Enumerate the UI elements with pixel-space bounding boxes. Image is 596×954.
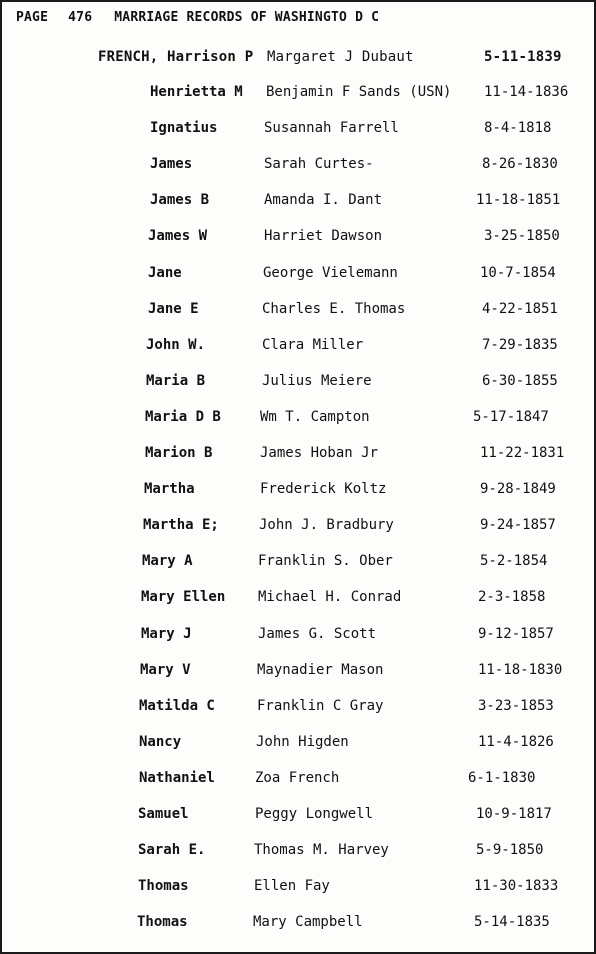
spouse-name: John Higden [256, 733, 349, 750]
record-row [2, 770, 594, 790]
spouse-name: Ellen Fay [254, 878, 330, 895]
spouse-name: Peggy Longwell [255, 806, 374, 822]
marriage-date: 4-22-1851 [482, 300, 558, 317]
record-row [2, 228, 594, 248]
given-name: Jane [148, 264, 182, 281]
given-name: Marion B [145, 445, 213, 461]
given-name: Sarah E. [138, 842, 206, 859]
spouse-name: Zoa French [255, 769, 340, 786]
given-name: Jane E [148, 300, 199, 317]
spouse-name: Susannah Farrell [264, 120, 399, 137]
marriage-date: 11-14-1836 [484, 84, 569, 100]
record-row [2, 734, 594, 754]
given-name: John W. [146, 336, 206, 353]
record-row [2, 409, 594, 429]
spouse-name: James Hoban Jr [260, 445, 379, 461]
given-name: Samuel [138, 806, 189, 822]
record-row [2, 337, 594, 357]
record-row [2, 698, 594, 718]
given-name: Maria D B [145, 408, 221, 425]
spouse-name: Amanda I. Dant [264, 192, 383, 209]
given-name: Nancy [139, 733, 182, 750]
surname-date: 5-11-1839 [484, 49, 562, 65]
spouse-name: Harriet Dawson [264, 228, 383, 245]
marriage-date: 11-18-1851 [476, 192, 561, 209]
spouse-name: Wm T. Campton [260, 408, 370, 425]
spouse-name: Frederick Koltz [260, 481, 387, 498]
given-name: James B [150, 192, 210, 209]
record-row [2, 842, 594, 862]
record-row [2, 626, 594, 646]
spouse-name: Franklin C Gray [257, 697, 384, 714]
marriage-date: 7-29-1835 [482, 336, 558, 353]
spouse-name: Charles E. Thomas [262, 300, 406, 317]
record-row [2, 806, 594, 826]
given-name: Maria B [146, 372, 206, 389]
record-row [2, 589, 594, 609]
page-header [16, 10, 379, 25]
spouse-name: George Vielemann [263, 264, 398, 281]
page-title: MARRIAGE RECORDS OF WASHINGTO D C [114, 10, 380, 25]
record-row [2, 301, 594, 321]
record-row [2, 662, 594, 682]
given-name: Thomas [137, 914, 188, 931]
spouse-name: Franklin S. Ober [258, 553, 393, 570]
spouse-name: Mary Campbell [253, 914, 363, 931]
record-row [2, 265, 594, 285]
marriage-date: 11-30-1833 [474, 878, 559, 895]
record-row [2, 445, 594, 465]
given-name: Mary V [140, 661, 191, 678]
given-name: Martha [144, 481, 195, 498]
surname-label: FRENCH, Harrison P [98, 49, 254, 65]
spouse-name: Benjamin F Sands (USN) [266, 84, 452, 100]
marriage-date: 10-9-1817 [476, 806, 552, 822]
marriage-date: 11-4-1826 [478, 733, 554, 750]
marriage-date: 11-22-1831 [480, 445, 565, 461]
surname-spouse: Margaret J Dubaut [267, 49, 414, 65]
record-row [2, 481, 594, 501]
record-row [2, 192, 594, 212]
given-name: Mary J [141, 625, 192, 642]
marriage-date: 8-26-1830 [482, 156, 558, 173]
marriage-date: 5-9-1850 [476, 842, 544, 859]
given-name: Thomas [138, 878, 189, 895]
page-number: 476 [68, 10, 93, 25]
given-name: James W [148, 228, 208, 245]
record-row [2, 120, 594, 140]
page-label: PAGE [16, 10, 49, 25]
spouse-name: John J. Bradbury [259, 517, 394, 534]
marriage-date: 3-25-1850 [484, 228, 560, 245]
record-row [2, 84, 594, 104]
marriage-date: 10-7-1854 [480, 264, 556, 281]
marriage-date: 5-2-1854 [480, 553, 548, 570]
given-name: Matilda C [139, 697, 215, 714]
given-name: Nathaniel [139, 769, 215, 786]
record-row [2, 517, 594, 537]
record-row [2, 373, 594, 393]
marriage-date: 6-1-1830 [468, 769, 536, 786]
given-name: James [150, 156, 193, 173]
spouse-name: Julius Meiere [262, 372, 372, 389]
given-name: Ignatius [150, 120, 218, 137]
marriage-date: 8-4-1818 [484, 120, 552, 137]
record-row [2, 878, 594, 898]
given-name: Henrietta M [150, 84, 243, 100]
spouse-name: Clara Miller [262, 336, 364, 353]
marriage-date: 9-28-1849 [480, 481, 556, 498]
spouse-name: Sarah Curtes- [264, 156, 374, 173]
spouse-name: Michael H. Conrad [258, 589, 402, 606]
marriage-date: 3-23-1853 [478, 697, 554, 714]
marriage-date: 5-14-1835 [474, 914, 550, 931]
spouse-name: Thomas M. Harvey [254, 842, 389, 859]
record-row [2, 914, 594, 934]
marriage-date: 11-18-1830 [478, 661, 563, 678]
given-name: Mary A [142, 553, 193, 570]
marriage-date: 2-3-1858 [478, 589, 546, 606]
record-row [2, 553, 594, 573]
spouse-name: James G. Scott [258, 625, 377, 642]
surname-entry [98, 49, 578, 65]
given-name: Mary Ellen [141, 589, 226, 606]
spouse-name: Maynadier Mason [257, 661, 384, 678]
marriage-date: 6-30-1855 [482, 372, 558, 389]
record-row [2, 156, 594, 176]
marriage-date: 9-12-1857 [478, 625, 554, 642]
marriage-date: 5-17-1847 [473, 408, 549, 425]
given-name: Martha E; [143, 517, 219, 534]
marriage-date: 9-24-1857 [480, 517, 556, 534]
